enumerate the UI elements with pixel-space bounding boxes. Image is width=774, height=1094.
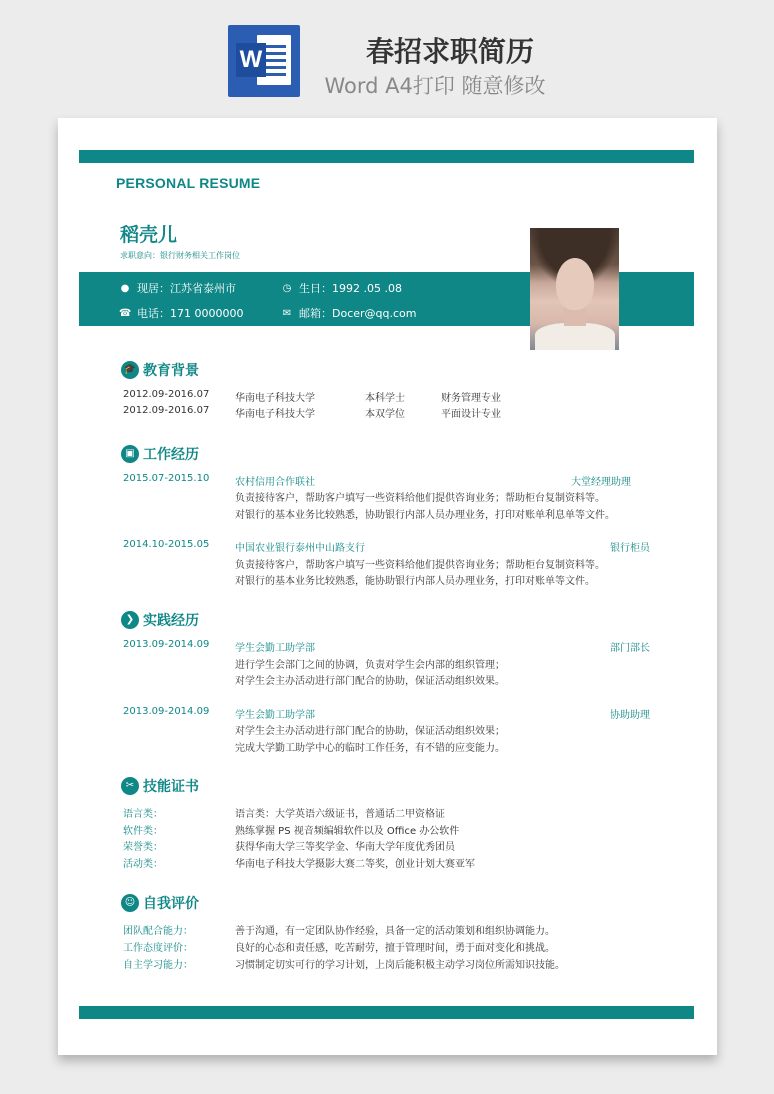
word-logo-icon: W	[228, 25, 300, 97]
location-pin-icon: ●	[120, 282, 130, 294]
skill-label: 荣誉类：	[123, 842, 163, 853]
self-eval-title: 自我评价	[143, 896, 199, 912]
skill-label: 软件类：	[123, 826, 163, 837]
work-section-header	[121, 444, 199, 464]
work-desc-line: 对银行的基本业务比较熟悉，能协助银行内部人员办理业务，打印对账单等文件。	[235, 576, 595, 587]
eval-label: 工作态度评价：	[123, 943, 193, 954]
clock-icon: ◷	[282, 282, 292, 294]
work-org: 农村信用合作联社	[235, 477, 315, 488]
residence-item	[119, 280, 236, 296]
edu-major: 平面设计专业	[441, 409, 501, 420]
mail-icon: ✉	[282, 307, 292, 319]
skills-section-header	[121, 776, 199, 796]
page-title: 春招求职简历	[365, 35, 534, 68]
edu-degree: 本科学士	[365, 393, 405, 404]
briefcase-icon: ▣	[121, 445, 139, 463]
eval-label: 团队配合能力：	[123, 926, 193, 937]
work-desc-line: 负责接待客户，帮助客户填写一些资料给他们提供咨询业务；帮助柜台复制资料等。	[235, 493, 605, 504]
skill-label: 语言类：	[123, 809, 163, 820]
job-intent: 求职意向：银行财务相关工作岗位	[120, 251, 240, 260]
work-date: 2015.07-2015.10	[123, 473, 210, 484]
skill-value: 语言类：大学英语六级证书，普通话二甲资格证	[235, 809, 445, 820]
skill-value: 熟练掌握 PS 视音频编辑软件以及 Office 办公软件	[235, 826, 460, 837]
page-subtitle: Word A4打印 随意修改	[324, 74, 546, 98]
work-role: 大堂经理助理	[571, 477, 631, 488]
edu-school: 华南电子科技大学	[235, 409, 315, 420]
eval-value: 善于沟通，有一定团队协作经验，具备一定的活动策划和组织协调能力。	[235, 926, 555, 937]
edu-major: 财务管理专业	[441, 393, 501, 404]
person-icon: ☺	[121, 894, 139, 912]
eval-value: 良好的心态和责任感，吃苦耐劳，擅于管理时间，勇于面对变化和挑战。	[235, 943, 555, 954]
eval-label: 自主学习能力：	[123, 960, 193, 971]
practice-date: 2013.09-2014.09	[123, 639, 210, 650]
practice-desc-line: 对学生会主办活动进行部门配合的协助，保证活动组织效果；	[235, 726, 505, 737]
skills-title: 技能证书	[143, 779, 199, 795]
birthday-item	[281, 280, 402, 296]
edu-degree: 本双学位	[365, 409, 405, 420]
bottom-bar	[79, 1006, 694, 1019]
graduation-cap-icon: 🎓	[121, 361, 139, 379]
practice-desc-line: 进行学生会部门之间的协调，负责对学生会内部的组织管理；	[235, 660, 505, 671]
edu-date: 2012.09-2016.07	[123, 405, 210, 416]
practice-section-header	[121, 610, 199, 630]
education-section-header	[121, 360, 199, 380]
education-title: 教育背景	[143, 363, 199, 379]
skill-value: 华南电子科技大学摄影大赛二等奖，创业计划大赛亚军	[235, 859, 475, 870]
profile-photo	[530, 228, 619, 350]
practice-title: 实践经历	[143, 613, 199, 629]
email-item	[281, 305, 417, 321]
birthday-text: 生日：1992 .05 .08	[299, 282, 402, 295]
work-role: 银行柜员	[610, 543, 650, 554]
work-desc-line: 负责接待客户，帮助客户填写一些资料给他们提供咨询业务；帮助柜台复制资料等。	[235, 560, 605, 571]
practice-role: 协助助理	[610, 710, 650, 721]
practice-org: 学生会勤工助学部	[235, 643, 315, 654]
phone-icon: ☎	[119, 307, 132, 319]
work-org: 中国农业银行泰州中山路支行	[235, 543, 365, 554]
edu-date: 2012.09-2016.07	[123, 389, 210, 400]
phone-item	[119, 305, 243, 321]
edu-school: 华南电子科技大学	[235, 393, 315, 404]
email-text: 邮箱：Docer@qq.com	[299, 307, 417, 320]
phone-text: 电话：171 0000000	[137, 307, 244, 320]
practice-desc-line: 对学生会主办活动进行部门配合的协助，保证活动组织效果。	[235, 676, 505, 687]
eval-value: 习惯制定切实可行的学习计划，上岗后能积极主动学习岗位所需知识技能。	[235, 960, 565, 971]
candidate-name: 稻壳儿	[120, 224, 178, 246]
chevron-right-icon: ❯	[121, 611, 139, 629]
resume-page	[58, 118, 717, 1055]
work-date: 2014.10-2015.05	[123, 539, 210, 550]
practice-date: 2013.09-2014.09	[123, 706, 210, 717]
skill-label: 活动类：	[123, 859, 163, 870]
skill-value: 获得华南大学三等奖学金、华南大学年度优秀团员	[235, 842, 455, 853]
resume-heading: PERSONAL RESUME	[116, 175, 261, 191]
practice-role: 部门部长	[610, 643, 650, 654]
work-desc-line: 对银行的基本业务比较熟悉，协助银行内部人员办理业务，打印对账单利息单等文件。	[235, 510, 615, 521]
tools-icon: ✂	[121, 777, 139, 795]
practice-org: 学生会勤工助学部	[235, 710, 315, 721]
residence-text: 现居：江苏省泰州市	[137, 282, 236, 295]
self-eval-section-header	[121, 893, 199, 913]
top-bar	[79, 150, 694, 163]
work-title: 工作经历	[143, 447, 199, 463]
practice-desc-line: 完成大学勤工助学中心的临时工作任务，有不错的应变能力。	[235, 743, 505, 754]
